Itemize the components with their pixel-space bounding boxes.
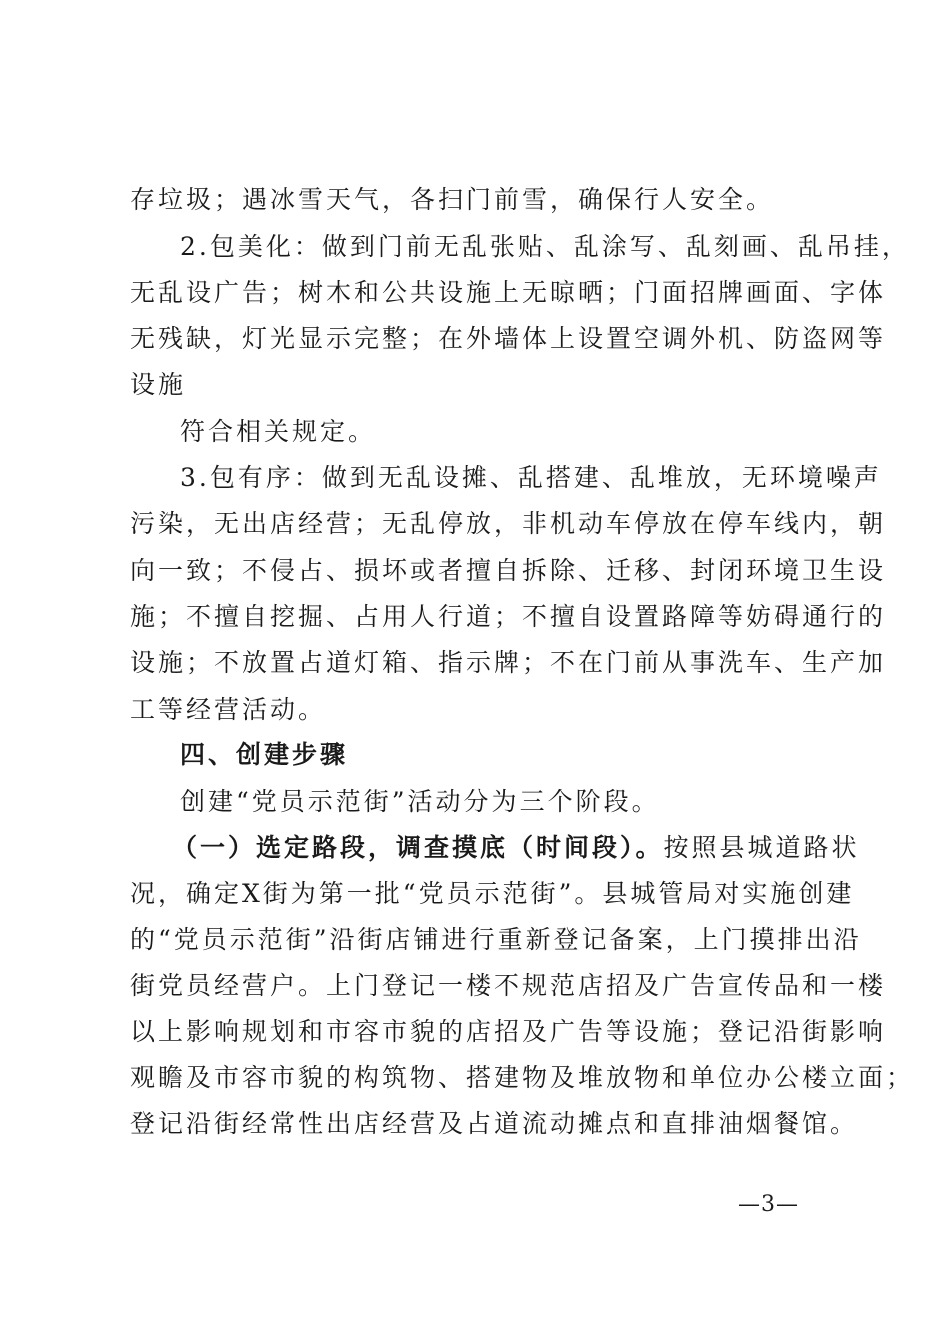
paragraph-line: 设施 (130, 370, 187, 399)
paragraph-line: 况，确定X街为第一批“党员示范街”。县城管局对实施创建 (130, 879, 855, 908)
paragraph-line: 污染，无出店经营；无乱停放，非机动车停放在停车线内，朝 (130, 509, 887, 538)
paragraph-line: 设施；不放置占道灯箱、指示牌；不在门前从事洗车、生产加 (130, 648, 887, 677)
page-number: —3— (738, 1192, 799, 1217)
paragraph-line: 登记沿街经常性出店经营及占道流动摊点和直排油烟餐馆。 (130, 1109, 859, 1138)
paragraph-line: 施；不擅自挖掘、占用人行道；不擅自设置路障等妨碍通行的 (130, 602, 887, 631)
paragraph-line: 的“党员示范街”沿街店铺进行重新登记备案，上门摸排出沿 (130, 925, 862, 954)
paragraph-line: 3.包有序：做到无乱设摊、乱搭建、乱堆放，无环境噪声 (180, 463, 882, 492)
paragraph-line: 符合相关规定。 (180, 417, 377, 446)
section-heading: 四、创建步骤 (180, 740, 349, 769)
paragraph-line: 无残缺，灯光显示完整；在外墙体上设置空调外机、防盗网等 (130, 324, 887, 353)
paragraph-line: 向一致；不侵占、损坏或者擅自拆除、迁移、封闭环境卫生设 (130, 556, 887, 585)
paragraph-line: 创建“党员示范街”活动分为三个阶段。 (180, 787, 660, 816)
paragraph-text: 按照县城道路状 (663, 833, 860, 862)
paragraph-line (172, 833, 860, 863)
paragraph-line: 工等经营活动。 (130, 695, 327, 724)
paragraph-line: 观瞻及市容市貌的构筑物、搭建物及堆放物和单位办公楼立面； (130, 1063, 915, 1092)
paragraph-line: 2.包美化：做到门前无乱张贴、乱涂写、乱刻画、乱吊挂， (180, 232, 910, 261)
paragraph-line: 街党员经营户。上门登记一楼不规范店招及广告宣传品和一楼 (130, 971, 887, 1000)
paragraph-line: 无乱设广告；树木和公共设施上无晾晒；门面招牌画面、字体 (130, 278, 887, 307)
subsection-heading: （一）选定路段，调查摸底（时间段）。 (172, 833, 664, 862)
paragraph-line: 以上影响规划和市容市貌的店招及广告等设施；登记沿街影响 (130, 1017, 887, 1046)
paragraph-line: 存垃圾；遇冰雪天气，各扫门前雪，确保行人安全。 (130, 185, 775, 214)
